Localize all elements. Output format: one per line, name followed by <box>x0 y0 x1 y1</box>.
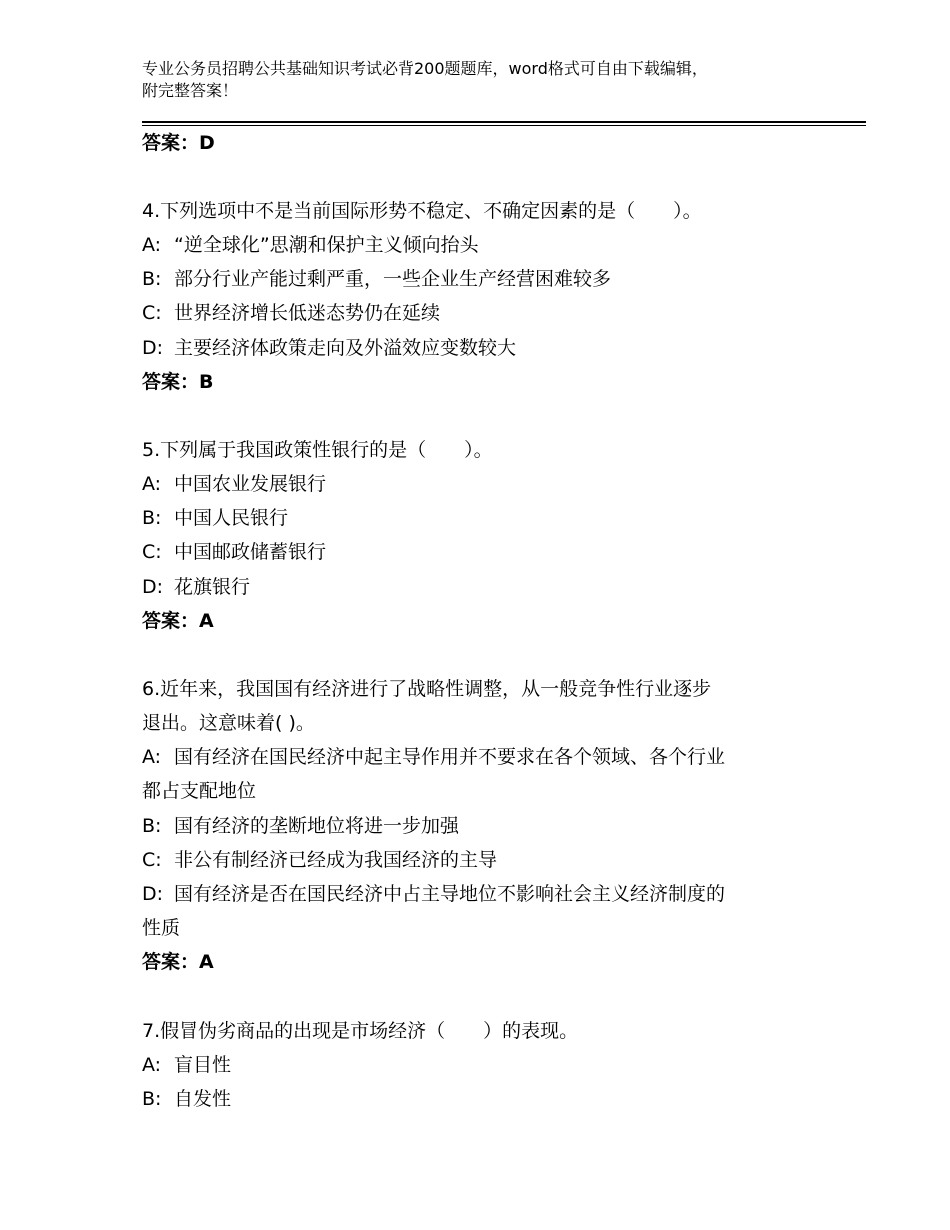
option-label: B: <box>142 507 162 529</box>
option-label: C: <box>142 302 162 324</box>
question-stem: 6.近年来，我国国有经济进行了战略性调整，从一般竞争性行业逐步 <box>142 678 712 700</box>
answer-line: 答案：A <box>142 951 214 973</box>
question-stem: 7.假冒伪劣商品的出现是市场经济（ ）的表现。 <box>142 1020 579 1042</box>
option-text: 花旗银行 <box>174 576 251 598</box>
header-divider <box>142 121 866 126</box>
option-c <box>142 540 326 564</box>
option-c <box>142 301 440 325</box>
question-stem-cont: 退出。这意味着( )。 <box>142 712 315 734</box>
option-text: 国有经济的垄断地位将进一步加强 <box>174 815 460 837</box>
option-text: 国有经济是否在国民经济中占主导地位不影响社会主义经济制度的 <box>174 883 726 905</box>
option-text: 盲目性 <box>174 1054 232 1076</box>
option-a <box>142 745 725 769</box>
option-label: D: <box>142 576 164 598</box>
option-a-cont: 都占支配地位 <box>142 780 257 802</box>
option-label: D: <box>142 883 164 905</box>
option-text: 主要经济体政策走向及外溢效应变数较大 <box>174 337 517 359</box>
question-stem: 4.下列选项中不是当前国际形势不稳定、不确定因素的是（ ）。 <box>142 200 702 222</box>
answer-line: 答案：B <box>142 371 214 393</box>
option-b <box>142 506 288 530</box>
option-d <box>142 575 250 599</box>
option-b <box>142 1087 231 1111</box>
option-d <box>142 882 725 906</box>
option-label: B: <box>142 268 162 290</box>
option-label: B: <box>142 815 162 837</box>
option-label: A: <box>142 234 162 256</box>
option-a <box>142 233 479 257</box>
header-line-2: 附完整答案！ <box>142 81 239 100</box>
option-text: 非公有制经济已经成为我国经济的主导 <box>174 849 498 871</box>
question-stem: 5.下列属于我国政策性银行的是（ ）。 <box>142 439 493 461</box>
option-text: 中国人民银行 <box>174 507 289 529</box>
option-text: 世界经济增长低迷态势仍在延续 <box>174 302 441 324</box>
option-label: C: <box>142 849 162 871</box>
option-a <box>142 1053 231 1077</box>
option-text: 自发性 <box>174 1088 232 1110</box>
option-label: A: <box>142 1054 162 1076</box>
option-label: B: <box>142 1088 162 1110</box>
option-label: A: <box>142 473 162 495</box>
option-label: D: <box>142 337 164 359</box>
option-text: 中国农业发展银行 <box>174 473 327 495</box>
option-label: A: <box>142 746 162 768</box>
option-d <box>142 336 516 360</box>
header-line-1: 专业公务员招聘公共基础知识考试必背200题题库，word格式可自由下载编辑， <box>142 59 708 78</box>
answer-line: 答案：D <box>142 132 215 154</box>
option-text: 中国邮政储蓄银行 <box>174 541 327 563</box>
page-header <box>142 58 842 102</box>
option-text: 国有经济在国民经济中起主导作用并不要求在各个领域、各个行业 <box>174 746 726 768</box>
option-text: 部分行业产能过剩严重，一些企业生产经营困难较多 <box>174 268 612 290</box>
option-text: “逆全球化”思潮和保护主义倾向抬头 <box>174 234 479 256</box>
option-c <box>142 848 497 872</box>
option-a <box>142 472 326 496</box>
option-b <box>142 814 459 838</box>
option-b <box>142 267 611 291</box>
answer-line: 答案：A <box>142 610 214 632</box>
option-d-cont: 性质 <box>142 917 181 939</box>
option-label: C: <box>142 541 162 563</box>
